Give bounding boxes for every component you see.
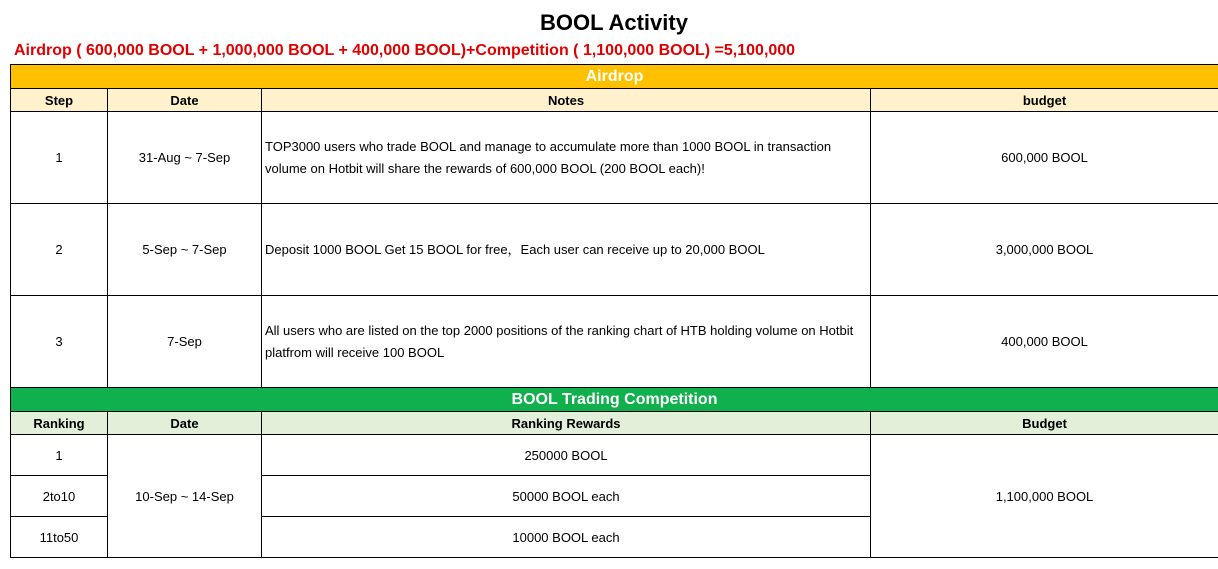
step-cell: 3: [11, 296, 108, 388]
reward-cell: 50000 BOOL each: [262, 476, 871, 517]
budget-cell: 400,000 BOOL: [871, 296, 1218, 388]
notes-cell: All users who are listed on the top 2000 positions of the ranking chart of HTB holding volume on Hotbit platfrom will receive 100 BOOL: [262, 296, 871, 388]
summary-line: Airdrop ( 600,000 BOOL + 1,000,000 BOOL + 400,000 BOOL)+Competition ( 1,100,000 BOOL) =5,100,000: [14, 42, 796, 59]
column-header-step: Step: [11, 89, 108, 112]
date-cell: 7-Sep: [108, 296, 262, 388]
page-title: BOOL Activity: [540, 10, 688, 35]
date-cell: 31-Aug ~ 7-Sep: [108, 112, 262, 204]
airdrop-section-header: Airdrop: [11, 65, 1218, 89]
competition-date-cell: 10-Sep ~ 14-Sep: [108, 435, 262, 558]
airdrop-column-headers: [11, 89, 1218, 112]
reward-cell: 10000 BOOL each: [262, 517, 871, 558]
column-header-notes: Notes: [262, 89, 871, 112]
budget-cell: 600,000 BOOL: [871, 112, 1218, 204]
notes-cell: Deposit 1000 BOOL Get 15 BOOL for free，Each user can receive up to 20,000 BOOL: [262, 204, 871, 296]
step-cell: 1: [11, 112, 108, 204]
competition-section-header: BOOL Trading Competition: [11, 388, 1218, 412]
table-row: [11, 204, 1218, 296]
competition-budget-cell: 1,100,000 BOOL: [871, 435, 1218, 558]
activity-table: [10, 64, 1218, 558]
ranking-cell: 2to10: [11, 476, 108, 517]
reward-cell: 250000 BOOL: [262, 435, 871, 476]
ranking-cell: 1: [11, 435, 108, 476]
notes-cell: TOP3000 users who trade BOOL and manage to accumulate more than 1000 BOOL in transaction volume on Hotbit will share the rewards of 600,000 BOOL (200 BOOL each)!: [262, 112, 871, 204]
ranking-cell: 11to50: [11, 517, 108, 558]
date-cell: 5-Sep ~ 7-Sep: [108, 204, 262, 296]
table-row: [11, 296, 1218, 388]
column-header-budget: Budget: [871, 412, 1218, 435]
column-header-date: Date: [108, 412, 262, 435]
column-header-date: Date: [108, 89, 262, 112]
step-cell: 2: [11, 204, 108, 296]
table-row: [11, 435, 1218, 476]
table-row: [11, 112, 1218, 204]
column-header-budget: budget: [871, 89, 1218, 112]
column-header-ranking-rewards: Ranking Rewards: [262, 412, 871, 435]
budget-cell: 3,000,000 BOOL: [871, 204, 1218, 296]
column-header-ranking: Ranking: [11, 412, 108, 435]
competition-column-headers: [11, 412, 1218, 435]
